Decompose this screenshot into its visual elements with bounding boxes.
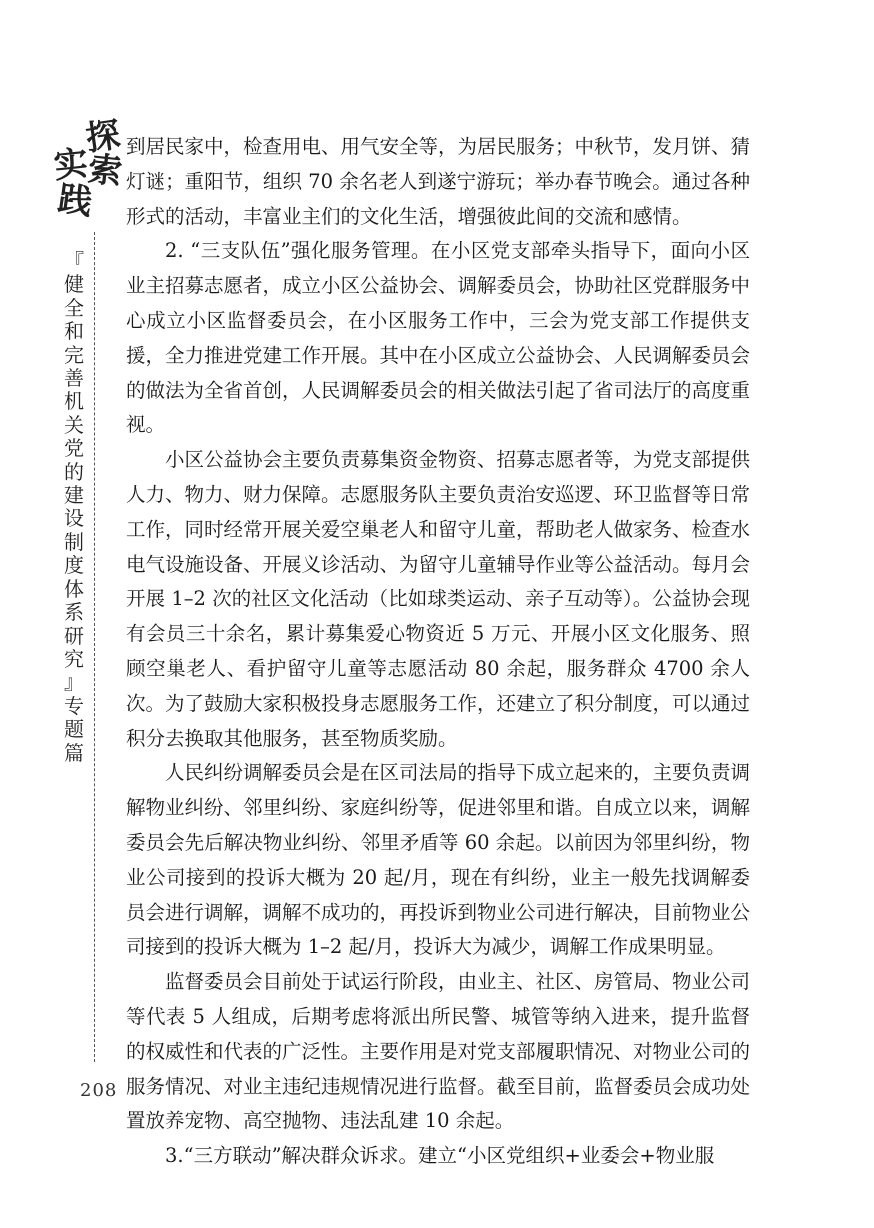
page-number: 208 xyxy=(80,1080,118,1101)
margin-divider xyxy=(94,232,95,1062)
paragraph-mediation-committee: 人民纠纷调解委员会是在区司法局的指导下成立起来的，主要负责调解物业纠纷、邻里纠纷、家庭纠纷等，促进邻里和谐。自成立以来，调解委员会先后解决物业纠纷、邻里矛盾等 60 余起。以前因为邻里纠纷，物业公司接到的投诉大概为 20 起/月，现在有纠纷，业主一般先找调解委员会进行调解，调解不成功的，再投诉到物业公司进行解决，目前物业公司接到的投诉大概为 1–2 起/月，投诉大为减少，调解工作成果明显。 xyxy=(126,761,751,959)
series-vertical-title: 『 健 全 和 完 善 机 关 党 的 建 设 制 度 体 系 研 究 』 专 题 篇 xyxy=(64,249,84,765)
logo-char-3: 实 xyxy=(52,143,90,187)
series-logo xyxy=(52,114,124,228)
logo-char-4: 践 xyxy=(55,178,95,224)
paragraph-supervision-committee: 监督委员会目前处于试运行阶段，由业主、社区、房管局、物业公司等代表 5 人组成，后期考虑将派出所民警、城管等纳入进来，提升监督的权威性和代表的广泛性。主要作用是对党支部履职情况、对物业公司的服务情况、对业主违纪违规情况进行监督。截至目前，监督委员会成功处置放养宠物、高空抛物、违法乱建 10 余起。 xyxy=(126,970,751,1133)
paragraph-welfare-association: 小区公益协会主要负责募集资金物资、招募志愿者等，为党支部提供人力、物力、财力保障。志愿服务队主要负责治安巡逻、环卫监督等日常工作，同时经常开展关爱空巢老人和留守儿童，帮助老人做家务、检查水电气设施设备、开展义诊活动、为留守儿童辅导作业等公益活动。每月会开展 1–2 次的社区文化活动（比如球类运动、亲子互动等）。公益协会现有会员三十余名，累计募集爱心物资近 5 万元、开展小区文化服务、照顾空巢老人、看护留守儿童等志愿活动 80 余起，服务群众 4700 余人次。为了鼓励大家积极投身志愿服务工作，还建立了积分制度，可以通过积分去换取其他服务，甚至物质奖励。 xyxy=(126,448,751,750)
paragraph-three-teams: 2. “三支队伍”强化服务管理。在小区党支部牵头指导下，面向小区业主招募志愿者，成立小区公益协会、调解委员会，协助社区党群服务中心成立小区监督委员会，在小区服务工作中，三会为党支部工作提供支援，全力推进党建工作开展。其中在小区成立公益协会、人民调解委员会的做法为全省首创，人民调解委员会的相关做法引起了省司法厅的高度重视。 xyxy=(126,239,751,437)
logo-char-1: 探 xyxy=(83,114,123,160)
body-text xyxy=(126,130,750,1174)
paragraph-three-party-linkage: 3.“三方联动”解决群众诉求。建立“小区党组织+业委会+物业服 xyxy=(165,1144,715,1168)
logo-char-2: 索 xyxy=(86,149,124,193)
paragraph-continued: 到居民家中，检查用电、用气安全等，为居民服务；中秋节，发月饼、猜灯谜；重阳节，组织 70 余名老人到遂宁游玩；举办春节晚会。通过各种形式的活动，丰富业主们的文化生活，增强彼此间的交流和感情。 xyxy=(126,135,751,228)
